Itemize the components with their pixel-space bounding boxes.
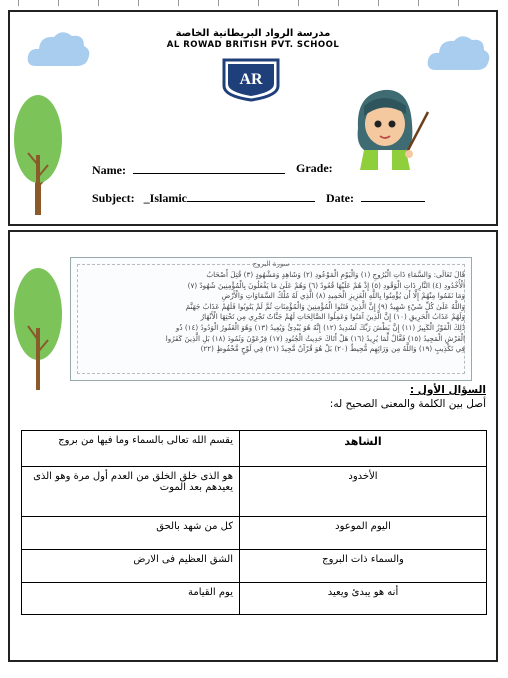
question-instruction: أصل بين الكلمة والمعنى الصحيح له: bbox=[329, 398, 486, 410]
word-cell[interactable]: والسماء ذات البروج bbox=[240, 550, 487, 583]
logo-text: AR bbox=[239, 71, 263, 88]
table-row bbox=[22, 517, 487, 550]
surah-box bbox=[70, 257, 472, 381]
table-row bbox=[22, 431, 487, 467]
verse-line: الْأُخْدُودِ (٤) النَّارِ ذَاتِ الْوَقُودِ (٥) إِذْ هُمْ عَلَيْهَا قُعُودٌ (٦) وَهُمْ عَلَىٰ مَا يَفْعَلُونَ بِالْمُؤْمِنِينَ شُهُودٌ (٧) bbox=[187, 280, 465, 290]
question-title: السؤال الأول : bbox=[409, 384, 486, 396]
name-label: Name: bbox=[92, 163, 126, 177]
teacher-girl-illustration bbox=[348, 84, 432, 172]
subject-label: Subject: bbox=[92, 191, 135, 205]
verse-line: وَمَا نَقَمُوا مِنْهُمْ إِلَّا أَن يُؤْمِنُوا بِاللَّهِ الْعَزِيزِ الْحَمِيدِ (٨) الَّذِي لَهُ مُلْكُ السَّمَاوَاتِ وَالْأَرْضِ bbox=[221, 291, 465, 301]
school-name-english: AL ROWAD BRITISH PVT. SCHOOL bbox=[166, 40, 340, 50]
verse-line: قَالَ تَعَالَى: وَالسَّمَاءِ ذَاتِ الْبُرُوجِ (١) وَالْيَوْمِ الْمَوْعُودِ (٢) وَشَاهِدٍ وَمَشْهُودٍ (٣) قُتِلَ أَصْحَابُ bbox=[206, 270, 465, 279]
meaning-cell[interactable]: كل من شهد بالحق bbox=[22, 517, 240, 550]
name-blank[interactable] bbox=[133, 161, 285, 174]
grade-label: Grade: bbox=[296, 161, 333, 175]
subject-field[interactable] bbox=[92, 189, 315, 206]
cloud-left-icon bbox=[26, 28, 92, 70]
tree-left-top-icon bbox=[12, 95, 64, 217]
subject-blank[interactable] bbox=[187, 189, 315, 202]
table-row bbox=[22, 583, 487, 615]
school-logo bbox=[218, 56, 284, 102]
subject-value: _Islamic bbox=[143, 191, 188, 205]
date-label: Date: bbox=[326, 191, 354, 205]
school-name-arabic: مدرسة الرواد البريطانية الخاصة bbox=[175, 28, 331, 39]
date-field[interactable] bbox=[326, 189, 425, 206]
meaning-cell[interactable]: يقسم الله تعالى بالسماء وما فيها من بروج bbox=[22, 431, 240, 467]
grade-field[interactable] bbox=[296, 161, 333, 176]
top-edge-marks bbox=[0, 0, 508, 6]
matching-table bbox=[21, 430, 487, 615]
verse-line: فِي تَكْذِيبٍ (١٩) وَاللَّهُ مِن وَرَائِهِم مُّحِيطٌ (٢٠) بَلْ هُوَ قُرْآنٌ مَّجِيدٌ (٢١) فِي لَوْحٍ مَّحْفُوظٍ (٢٢) bbox=[200, 344, 465, 354]
meaning-cell[interactable]: يوم القيامة bbox=[22, 583, 240, 615]
word-cell[interactable]: اليوم الموعود bbox=[240, 517, 487, 550]
verse-line: الْعَرْشِ الْمَجِيدُ (١٥) فَعَّالٌ لِّمَا يُرِيدُ (١٦) هَلْ أَتَاكَ حَدِيثُ الْجُنُودِ (١٧) فِرْعَوْنَ وَثَمُودَ (١٨) بَلِ الَّذِينَ كَفَرُوا bbox=[165, 333, 465, 343]
word-cell[interactable]: أنه هو يبدئ ويعيد bbox=[240, 583, 487, 615]
tree-left-bottom-icon bbox=[12, 266, 64, 392]
surah-title: سورة البروج bbox=[252, 260, 290, 268]
meaning-cell[interactable]: هو الذى خلق الخلق من العدم أول مرة وهو الذى يعيدهم بعد الموت bbox=[22, 467, 240, 517]
meaning-cell[interactable]: الشق العظيم فى الارض bbox=[22, 550, 240, 583]
table-row bbox=[22, 467, 487, 517]
verse-line: وَلَهُمْ عَذَابُ الْحَرِيقِ (١٠) إِنَّ الَّذِينَ آمَنُوا وَعَمِلُوا الصَّالِحَاتِ لَهُمْ جَنَّاتٌ تَجْرِي مِن تَحْتِهَا الْأَنْهَارُ bbox=[200, 312, 465, 322]
table-row bbox=[22, 550, 487, 583]
cloud-right-icon bbox=[426, 32, 492, 74]
date-blank[interactable] bbox=[361, 189, 425, 202]
word-cell[interactable]: الشاهد bbox=[240, 431, 487, 467]
surah-verses bbox=[77, 270, 465, 376]
name-field[interactable] bbox=[92, 161, 285, 178]
verse-line: وَاللَّهُ عَلَىٰ كُلِّ شَيْءٍ شَهِيدٌ (٩) إِنَّ الَّذِينَ فَتَنُوا الْمُؤْمِنِينَ وَالْمُؤْمِنَاتِ ثُمَّ لَمْ يَتُوبُوا فَلَهُمْ عَذَابُ جَهَنَّمَ bbox=[185, 301, 465, 311]
verse-line: ذَٰلِكَ الْفَوْزُ الْكَبِيرُ (١١) إِنَّ بَطْشَ رَبِّكَ لَشَدِيدٌ (١٢) إِنَّهُ هُوَ يُبْدِئُ وَيُعِيدُ (١٣) وَهُوَ الْغَفُورُ الْوَدُودُ (١٤) ذُو bbox=[175, 322, 465, 332]
word-cell[interactable]: الأخدود bbox=[240, 467, 487, 517]
